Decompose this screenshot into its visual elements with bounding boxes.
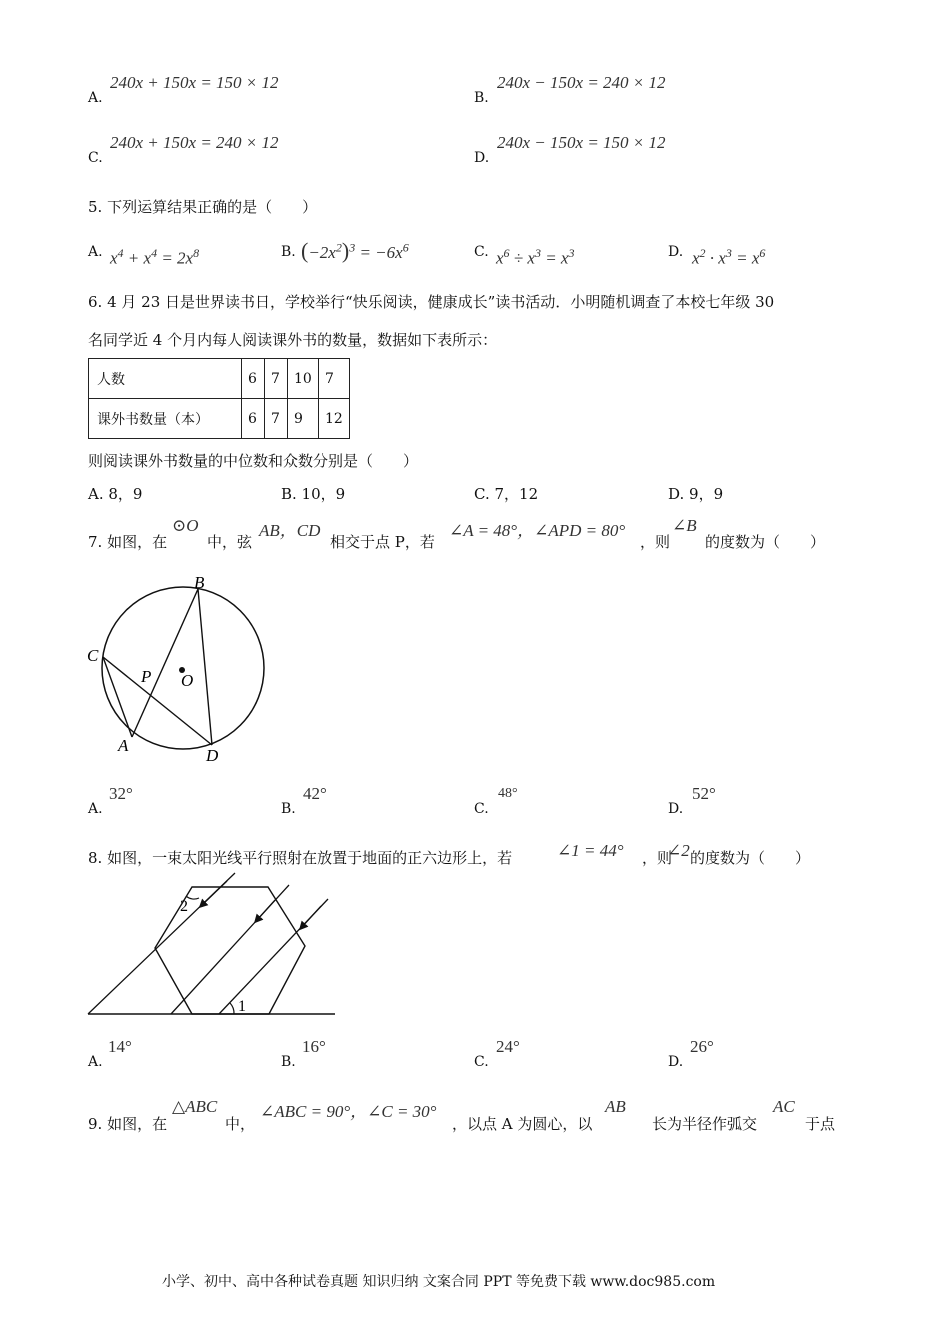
q9-stem-part1: 9. 如图，在 [88,1115,168,1133]
label-angle-2: 2 [180,898,188,915]
arrow-1 [202,881,227,905]
q9-ab: AB [605,1097,626,1116]
table-cell: 6 [242,399,265,439]
q6-question: 则阅读课外书数量的中位数和众数分别是（ ） [88,452,419,470]
q7-chords: AB，CD [259,521,321,540]
hexagon [155,887,305,1014]
label-d: D [206,746,219,765]
label-c: C [87,646,99,665]
q9-ac: AC [773,1097,795,1116]
q4-option-b-label: B. [474,90,489,106]
q4-option-c-expr: 240x + 150x = 240 × 12 [110,133,279,152]
table-cell: 10 [288,359,319,399]
q4-option-a-expr: 240x + 150x = 150 × 12 [110,73,279,92]
q6-option-b: B. 10，9 [281,485,346,503]
q6-stem-line2: 名同学近 4 个月内每人阅读课外书的数量，数据如下表所示： [88,331,498,349]
q4-option-d-expr: 240x − 150x = 150 × 12 [497,133,666,152]
arrow-2 [257,900,275,920]
q4-option-b-expr: 240x − 150x = 240 × 12 [497,73,666,92]
q8-option-d-label: D. [668,1054,684,1070]
q9-stem-part4: 长为半径作弧交 [652,1115,758,1133]
page-footer: 小学、初中、高中各种试卷真题 知识归纳 文案合同 PPT 等免费下载 www.doc985.com [162,1274,716,1290]
q7-stem-part3: 相交于点 P，若 [330,533,435,551]
q8-angle2: ∠2 [667,841,690,860]
q9-stem-part5: 于点 [805,1115,836,1133]
q7-stem-part4: ，则 [640,533,671,551]
q5-option-b-expr: $(-2x^2)^3 = -6x^6$ [301,238,409,263]
q5-option-a-label: A. [88,244,103,260]
q8-option-a-label: A. [88,1054,103,1070]
table-cell: 6 [242,359,265,399]
q9-triangle: △ABC [172,1097,218,1116]
q7-angles: ∠A = 48°，∠APD = 80° [449,521,626,540]
q7-option-d-value: 52° [692,784,716,803]
table-row [89,359,350,399]
q7-stem-part5: 的度数为（ ） [705,533,826,551]
q5-option-b-label: B. [281,244,296,260]
q8-stem-part3: 的度数为（ ） [690,849,811,867]
table-header-people: 人数 [89,359,242,399]
q8-option-a-value: 14° [108,1037,132,1056]
table-row [89,399,350,439]
table-cell: 9 [288,399,319,439]
segment-bd [198,589,212,745]
q8-stem-part1: 8. 如图，一束太阳光线平行照射在放置于地面的正六边形上，若 [88,849,513,867]
chord-ab [132,589,198,737]
q7-option-c-value: 48° [498,786,518,801]
q5-option-c-expr: $x^6 \div x^3 = x^3$ [496,246,575,268]
q5-option-c-label: C. [474,244,489,260]
q9-angles: ∠ABC = 90°，∠C = 30° [260,1102,437,1121]
angle-1-arc [230,1003,234,1014]
q9-stem-part3: ，以点 A 为圆心，以 [452,1115,593,1133]
q6-stem-line1: 6. 4 月 23 日是世界读书日，学校举行“快乐阅读，健康成长”读书活动．小明随机调查了本校七年级 30 [88,293,775,311]
q6-data-table [88,358,350,439]
table-cell: 7 [265,399,288,439]
label-p: P [141,667,152,686]
q4-option-a-label: A. [88,90,103,106]
q4-option-d-label: D. [474,150,490,166]
q8-option-c-value: 24° [496,1037,520,1056]
label-o: O [181,671,194,690]
q7-option-b-value: 42° [303,784,327,803]
q5-option-d-label: D. [668,244,684,260]
q7-option-b-label: B. [281,801,296,817]
q8-stem-part2: ，则 [642,849,673,867]
q8-option-d-value: 26° [690,1037,714,1056]
q4-option-c-label: C. [88,150,103,166]
table-cell: 12 [319,399,350,439]
q8-hexagon-figure [85,872,340,1022]
q7-circle-figure [80,565,280,770]
q8-option-b-value: 16° [302,1037,326,1056]
q7-option-a-value: 32° [109,784,133,803]
q7-stem-part1: 7. 如图，在 [88,533,168,551]
table-header-books: 课外书数量（本） [89,399,242,439]
q5-stem: 5. 下列运算结果正确的是（ ） [88,198,318,216]
q7-option-a-label: A. [88,801,103,817]
q8-angle1: ∠1 = 44° [557,841,624,860]
q5-option-d-expr: $x^2 \cdot x^3 = x^6$ [692,246,766,268]
table-cell: 7 [319,359,350,399]
q6-option-a: A. 8，9 [88,485,143,503]
q6-option-c: C. 7，12 [474,485,539,503]
q5-option-a-expr: $x^4 + x^4 = 2x^8$ [110,246,200,268]
q7-target-angle: ∠B [672,516,697,535]
q7-option-c-label: C. [474,801,489,817]
q8-option-c-label: C. [474,1054,489,1070]
table-cell: 7 [265,359,288,399]
q7-circle-symbol: ⊙O [172,516,199,535]
q7-stem-part2: 中，弦 [207,533,253,551]
label-angle-1: 1 [238,998,246,1015]
q6-option-d: D. 9，9 [668,485,724,503]
q9-stem-part2: 中， [225,1115,256,1133]
label-b: B [194,573,205,592]
q7-option-d-label: D. [668,801,684,817]
q8-option-b-label: B. [281,1054,296,1070]
arrow-3 [302,906,321,927]
label-a: A [118,736,129,755]
